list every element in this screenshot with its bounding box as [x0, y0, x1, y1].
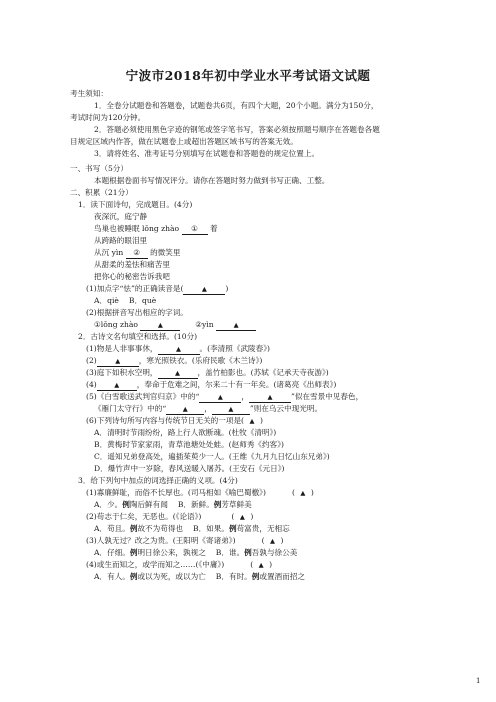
question-1: 1．读下面诗句，完成题目。(4分): [78, 200, 193, 209]
example-label: 例: [122, 500, 130, 509]
poem-line: [94, 223, 218, 235]
q2-text: 《雁门太守行》中的“: [94, 404, 167, 413]
answer-mark: ▲: [239, 513, 245, 521]
paren-open: (: [291, 488, 295, 497]
section-1-heading: 一、书写（5分）: [70, 164, 128, 173]
paren-close: ): [280, 536, 284, 545]
notice-item-1-cont: 考试时间为120分钟。: [70, 113, 146, 122]
answer-mark: ▲: [270, 537, 276, 545]
option-text: 芳草鲜美: [221, 500, 252, 509]
q1-sub-1-text: (1)加点字“怯”的正确读音是(: [86, 284, 184, 293]
notice-item-1: 1．全卷分试题卷和答题卷，试题卷共6页，有四个大题，20个小题。满分为150分，: [94, 101, 379, 110]
option-text: A．少。: [94, 500, 123, 509]
answer-blank: ▲: [212, 404, 250, 415]
q2-sub-5: [86, 391, 363, 403]
q3-sub-1-options: [94, 499, 252, 510]
q3-text: (1)寡廉鲜耻，而俗不长厚也。(司马相如《喻巴蜀檄》): [86, 488, 266, 497]
comma: ，: [204, 404, 212, 413]
q3-sub-3-options: [94, 547, 297, 558]
option-text: 吾孰与徐公美: [251, 548, 298, 557]
example-label: 例: [228, 524, 237, 533]
q2-sub-5-cont: [94, 403, 322, 415]
q2-text: (1)物是人非事事休，: [86, 344, 158, 353]
q2-text: ，奉命于危难之间，尔来二十有一年矣。(诸葛亮《出师表》): [136, 380, 337, 389]
comma: ，: [241, 392, 249, 401]
example-label: 例: [129, 524, 138, 533]
q3-sub-3: [86, 535, 284, 547]
q2-text: ”似在雪景中见春色，: [290, 392, 364, 401]
q2-source: 。(李清照《武陵春》): [199, 344, 270, 353]
answer-mark: ▲: [258, 561, 264, 569]
notice-item-2: 2．答题必须使用黑色字迹的钢笔或签字笔书写，答案必须按照题号顺序在答题卷各题: [94, 125, 380, 134]
notice-item-2-cont: 目规定区域内作答，做在试题卷上或超出答题区域书写的答案无效。: [70, 137, 298, 146]
blank-2: ②: [126, 248, 148, 259]
paren-close: ): [225, 284, 229, 293]
option-a: A．清明时节雨纷纷，路上行人欲断魂。(杜牧《清明》): [94, 428, 277, 437]
blank-1: ①: [182, 224, 208, 235]
paren-close: ): [260, 416, 263, 425]
poem-text: 着: [209, 224, 218, 233]
option-text: 故不为苟得也 B．如果。: [137, 524, 229, 533]
q3-text: (3)人孰无过？改之为贵。(王阳明《寄诸弟》): [86, 536, 236, 545]
q2-sub-6: [86, 415, 263, 427]
notice-item-3: 3．请将姓名、准考证号分别填写在试题卷和答题卷的规定位置上。: [94, 149, 320, 158]
answer-blank: ▲: [199, 392, 241, 403]
notice-heading: 考生须知：: [70, 89, 108, 98]
paren-close: ): [269, 560, 273, 569]
example-label: 例: [129, 548, 138, 557]
q2-text: ”则在乌云中现光明。: [249, 404, 323, 413]
q3-sub-2: [86, 511, 253, 523]
q3-text: (2)苟志于仁矣，无恶也。(《论语》): [86, 512, 202, 521]
question-3: 3．给下列句中加点的词选择正确的义项。(4分): [78, 476, 238, 485]
answer-blank: ▲: [140, 320, 180, 331]
poem-text: 鸟巢也被睡眠 lǒng zhào: [94, 224, 180, 233]
answer-blank: ▲: [158, 368, 198, 379]
option-text: 或置酒而招之: [259, 572, 305, 581]
q3-sub-1: [86, 487, 314, 499]
paren-close: ): [250, 512, 254, 521]
paren-open: (: [261, 536, 265, 545]
q2-sub-2: [86, 355, 262, 367]
poem-line: 夜深沉，庭宁静: [94, 212, 148, 221]
poem-line: 把你心的秘密告诉我吧: [94, 272, 170, 281]
answer-blank: ▲: [183, 284, 225, 295]
option-text: 或以为死，或以为亡 B．有时。: [137, 572, 252, 581]
q2-text: (6)下列诗句所写内容与传统节日无关的一项是(: [86, 416, 244, 425]
answer-mark: ▲: [249, 417, 255, 425]
option-text: A．有人。: [94, 572, 130, 581]
q2-sub-1: [86, 343, 270, 355]
answer-blank: ▲: [166, 404, 204, 415]
q2-text: (5)《白雪歌送武判官归京》中的“: [86, 392, 200, 401]
option-d: D．爆竹声中一岁除，春风送暖入屠苏。(王安石《元日》): [94, 464, 285, 473]
example-label: 例: [213, 500, 222, 509]
q2-text: ，寒光照铁衣。(乐府民歌《木兰诗》): [138, 356, 263, 365]
paren-open: (: [231, 512, 235, 521]
section-1-text: 本题根据卷面书写情况评分。请你在答题时努力做到书写正确、工整。: [94, 176, 330, 185]
answer-blank: ▲: [97, 380, 137, 391]
section-2-heading: 二、积累（21分）: [70, 188, 133, 197]
pinyin-1: ①lǒng zhào: [94, 320, 138, 329]
q2-num: (4): [86, 380, 97, 389]
q3-sub-4-options: [94, 571, 305, 582]
paren-close: ): [310, 488, 314, 497]
q2-num: (2): [86, 356, 97, 365]
option-text: A．苟且。: [94, 524, 130, 533]
q3-sub-4: [86, 559, 272, 571]
poem-line: 从甜柔的羞怯和痛苦里: [94, 260, 170, 269]
option-text: 陶后鲜有闻 B．新鲜。: [129, 500, 214, 509]
answer-blank: ▲: [216, 320, 256, 331]
poem-text: 从沉 yìn: [94, 248, 124, 257]
q2-sub-4: [86, 379, 336, 391]
poem-text: 的微笑里: [150, 248, 181, 257]
pinyin-2: ②yìn: [195, 320, 214, 329]
answer-blank: ▲: [97, 356, 139, 367]
q1-sub-2-blanks: [94, 319, 256, 331]
poem-line: 从跨路的眼泪里: [94, 236, 148, 245]
page-title: 宁波市2018年初中学业水平考试语文试题: [125, 68, 371, 83]
option-text: 明日徐公来，孰视之 B．谁。: [137, 548, 245, 557]
q1-sub-2: (2)根据拼音写出相应的字词。: [86, 308, 188, 317]
option-text: A．仔细。: [94, 548, 130, 557]
q1-sub-1: [86, 283, 228, 295]
answer-blank: ▲: [158, 344, 200, 355]
q3-text: (4)或生而知之，或学而知之……(《中庸》): [86, 560, 225, 569]
answer-blank: ▲: [249, 392, 291, 403]
page-number: 1: [476, 677, 481, 685]
answer-mark: ▲: [300, 489, 306, 497]
option-c: C．遥知兄弟登高处，遍插茱萸少一人。(王维《九月九日忆山东兄弟》): [94, 452, 330, 461]
example-label: 例: [251, 572, 260, 581]
q1-sub-1-options: A．qiè B．què: [94, 296, 157, 305]
paren-open: (: [250, 560, 254, 569]
example-label: 例: [129, 572, 138, 581]
q2-sub-3: [86, 367, 329, 379]
q2-text: (3)庭下如积水空明，: [86, 368, 158, 377]
q3-sub-2-options: [94, 523, 290, 534]
poem-line: [94, 247, 180, 259]
question-2: 2．古诗文名句填空和选择。(10分): [78, 332, 198, 341]
option-text: 苟富贵，无相忘: [236, 524, 290, 533]
q2-text: ，盖竹柏影也。(苏轼《记承天寺夜游》): [197, 368, 329, 377]
option-b: B．黄梅时节家家雨，青草池塘处处蛙。(赵师秀《约客》): [94, 440, 284, 449]
example-label: 例: [244, 548, 252, 557]
